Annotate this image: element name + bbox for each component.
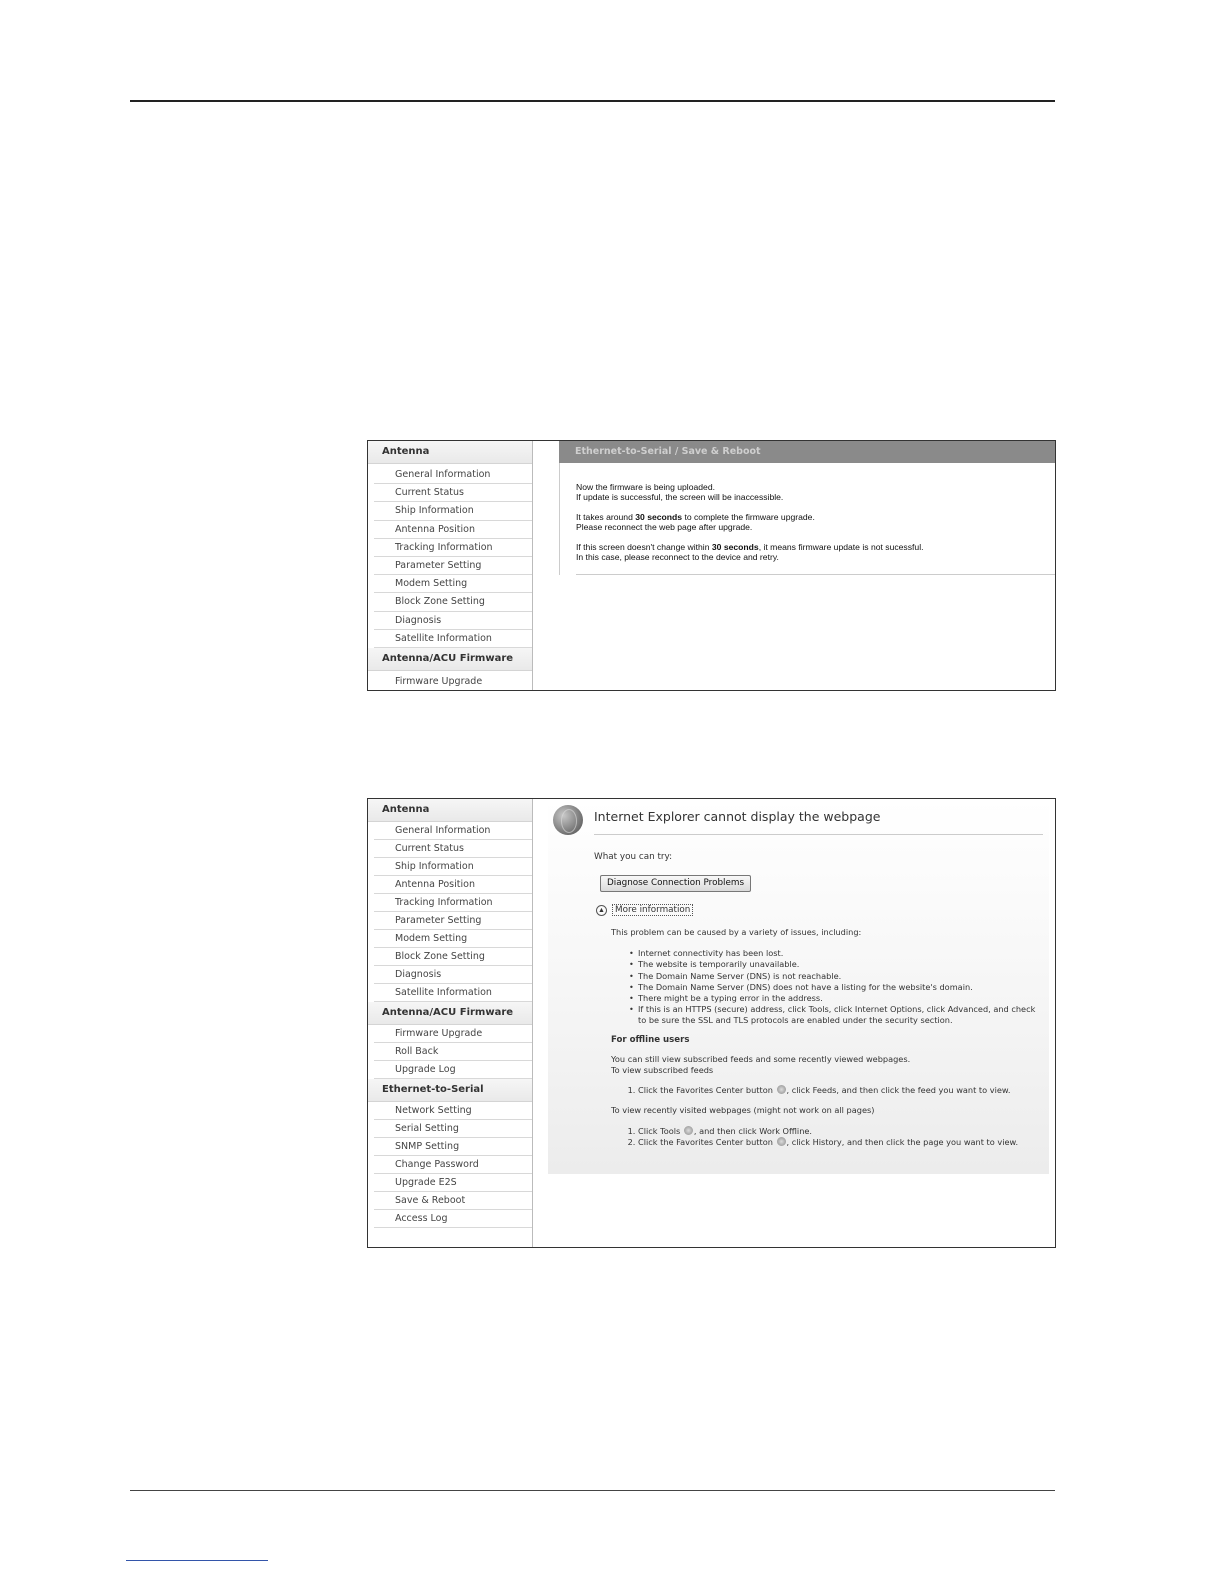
sidebar-header-firmware: Antenna/ACU Firmware: [368, 1002, 532, 1025]
sidebar-item-network-setting[interactable]: Network Setting: [374, 1102, 532, 1120]
sidebar-item-firmware-upgrade[interactable]: Firmware Upgrade: [374, 673, 532, 691]
footnote-rule: [126, 1560, 268, 1561]
sidebar-nav: [368, 441, 533, 690]
cause-list: [611, 948, 1041, 1026]
cause-intro: This problem can be caused by a variety of issues, including:: [611, 927, 862, 937]
emphasis-text: 30 seconds: [711, 542, 759, 552]
emphasis-text: 30 seconds: [635, 512, 683, 522]
footer-rule: [130, 1490, 1055, 1491]
step-text: Click the Favorites Center button: [638, 1136, 773, 1147]
message-block: [576, 482, 1036, 502]
sidebar-item-ship-information[interactable]: Ship Information: [374, 858, 532, 876]
offline-heading: For offline users: [611, 1034, 690, 1045]
list-item: [638, 1085, 1041, 1096]
list-item: • The Domain Name Server (DNS) is not reachable.: [638, 971, 1041, 982]
list-item: • The website is temporarily unavailable.: [638, 959, 1041, 970]
offline-line: To view subscribed feeds: [611, 1065, 714, 1076]
message-block: [576, 512, 1036, 532]
list-item: • Internet connectivity has been lost.: [638, 948, 1041, 959]
message-block: [576, 542, 1036, 562]
list-item: • There might be a typing error in the address.: [638, 993, 1041, 1004]
sidebar-item-tracking-information[interactable]: Tracking Information: [374, 539, 532, 557]
sidebar-item-upgrade-e2s[interactable]: Upgrade E2S: [374, 1174, 532, 1192]
globe-icon: [553, 805, 583, 835]
sidebar-item-snmp-setting[interactable]: SNMP Setting: [374, 1138, 532, 1156]
sidebar-item-antenna-position[interactable]: Antenna Position: [374, 876, 532, 894]
screenshot-ie-cannot-display: [367, 798, 1056, 1248]
sidebar-header-ethernet-to-serial: Ethernet-to-Serial: [368, 1079, 532, 1102]
sidebar-item-diagnosis[interactable]: Diagnosis: [374, 966, 532, 984]
step-text: Click the Favorites Center button: [638, 1085, 773, 1096]
main-content: [559, 441, 1055, 690]
error-details: [611, 927, 1041, 1157]
sidebar-item-antenna-position[interactable]: Antenna Position: [374, 521, 532, 539]
sidebar-nav: [368, 799, 533, 1247]
message-line: If update is successful, the screen will be inaccessible.: [576, 492, 784, 502]
sidebar-item-roll-back[interactable]: Roll Back: [374, 1043, 532, 1061]
recent-steps: [611, 1126, 1041, 1148]
chevron-up-icon[interactable]: ▲: [596, 905, 607, 916]
sidebar-item-access-log[interactable]: Access Log: [374, 1210, 532, 1228]
sidebar-item-satellite-information[interactable]: Satellite Information: [374, 630, 532, 648]
sidebar-item-serial-setting[interactable]: Serial Setting: [374, 1120, 532, 1138]
header-rule: [130, 100, 1055, 102]
sidebar-item-modem-setting[interactable]: Modem Setting: [374, 575, 532, 593]
sidebar-item-modem-setting[interactable]: Modem Setting: [374, 930, 532, 948]
content-divider: [559, 463, 560, 575]
sidebar-item-block-zone-setting[interactable]: Block Zone Setting: [374, 948, 532, 966]
step-text: , click Feeds, and then click the feed you want to view.: [786, 1085, 1011, 1096]
what-you-can-try-label: What you can try:: [594, 852, 673, 862]
message-line: It takes around 30 seconds to complete the firmware upgrade.: [576, 512, 815, 522]
sidebar-header-firmware: Antenna/ACU Firmware: [368, 648, 532, 671]
message-line: Please reconnect the web page after upgrade.: [576, 522, 753, 532]
gear-icon: [684, 1126, 693, 1135]
sidebar-item-block-zone-setting[interactable]: Block Zone Setting: [374, 593, 532, 611]
message-line: If this screen doesn't change within 30 seconds, it means firmware update is not sucessful.: [576, 542, 924, 552]
step-text: , and then click Work Offline.: [693, 1125, 813, 1136]
sidebar-item-parameter-setting[interactable]: Parameter Setting: [374, 557, 532, 575]
list-item: [638, 1137, 1041, 1148]
list-item: • The Domain Name Server (DNS) does not have a listing for the website's domain.: [638, 982, 1041, 993]
sidebar-item-satellite-information[interactable]: Satellite Information: [374, 984, 532, 1002]
page-title-bar: Ethernet-to-Serial / Save & Reboot: [559, 441, 1055, 463]
message-line: In this case, please reconnect to the device and retry.: [576, 552, 779, 562]
sidebar-item-upgrade-log[interactable]: Upgrade Log: [374, 1061, 532, 1079]
screenshot-firmware-uploading: [367, 440, 1056, 691]
sidebar-header-antenna: Antenna: [368, 441, 532, 464]
message-line: Now the firmware is being uploaded.: [576, 482, 716, 492]
title-divider: [594, 834, 1043, 835]
sidebar-item-diagnosis[interactable]: Diagnosis: [374, 612, 532, 630]
upload-messages: [576, 482, 1036, 572]
sidebar-item-parameter-setting[interactable]: Parameter Setting: [374, 912, 532, 930]
sidebar-header-antenna: Antenna: [368, 799, 532, 822]
more-information-link[interactable]: More information: [612, 904, 693, 916]
sidebar-item-change-password[interactable]: Change Password: [374, 1156, 532, 1174]
sidebar-item-general-information[interactable]: General Information: [374, 822, 532, 840]
ie-error-page: [548, 799, 1049, 1174]
favorites-star-icon: [777, 1137, 786, 1146]
sidebar-item-current-status[interactable]: Current Status: [374, 484, 532, 502]
sidebar-item-ship-information[interactable]: Ship Information: [374, 502, 532, 520]
offline-line: You can still view subscribed feeds and some recently viewed webpages.: [611, 1053, 911, 1064]
feeds-steps: [611, 1085, 1041, 1096]
page-title: Internet Explorer cannot display the webpage: [594, 809, 881, 824]
step-text: Click Tools: [638, 1125, 681, 1136]
step-text: , click History, and then click the page you want to view.: [786, 1136, 1019, 1147]
sidebar-item-current-status[interactable]: Current Status: [374, 840, 532, 858]
diagnose-connection-button[interactable]: Diagnose Connection Problems: [600, 875, 751, 892]
sidebar-item-firmware-upgrade[interactable]: Firmware Upgrade: [374, 1025, 532, 1043]
sidebar-item-tracking-information[interactable]: Tracking Information: [374, 894, 532, 912]
favorites-star-icon: [777, 1085, 786, 1094]
list-item: • If this is an HTTPS (secure) address, click Tools, click Internet Options, click Advanced, and check to be sure the SSL and TLS protocols are enabled under the security section.: [638, 1004, 1041, 1026]
content-separator: [576, 574, 1055, 575]
recent-intro: To view recently visited webpages (might not work on all pages): [611, 1105, 875, 1116]
sidebar-item-save-reboot[interactable]: Save & Reboot: [374, 1192, 532, 1210]
sidebar-item-general-information[interactable]: General Information: [374, 466, 532, 484]
list-item: [638, 1126, 1041, 1137]
